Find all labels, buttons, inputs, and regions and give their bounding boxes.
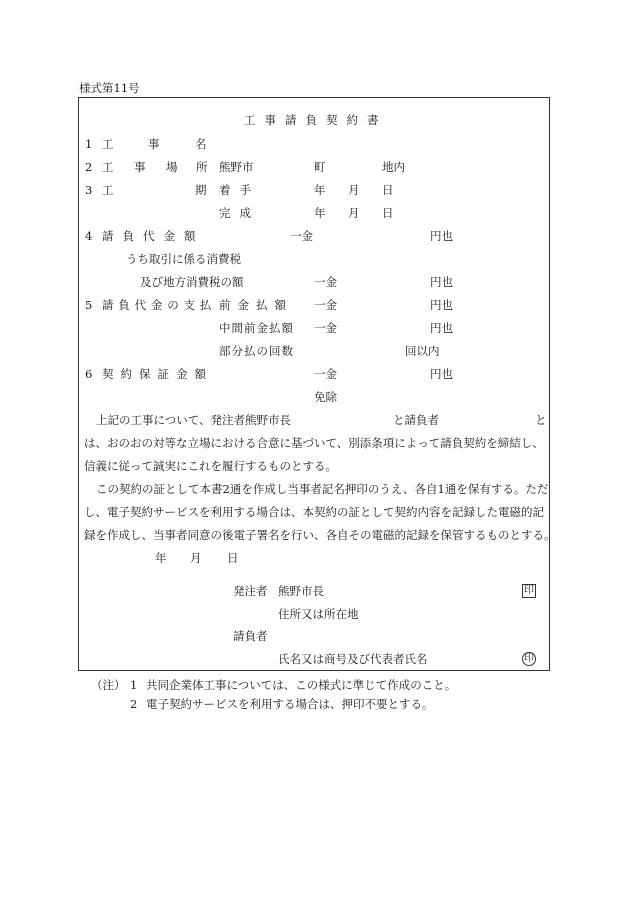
year-label: 年 [314, 206, 326, 220]
label-tax-line2: 及び地方消費税の額 [140, 275, 244, 289]
orderer-name: 熊野市長 [278, 584, 324, 598]
body-text: と請負者 [393, 413, 439, 427]
site-city: 熊野市 [219, 160, 254, 174]
document-title: 工事請負契約書 [244, 113, 388, 127]
date-day: 日 [227, 551, 239, 565]
note-number-1: 1 [130, 678, 138, 692]
round-seal-icon: 印 [524, 653, 534, 664]
label-tax-line1: うち取引に係る消費税 [126, 252, 241, 266]
label-interim-advance: 中間前金払額 [219, 321, 294, 335]
item-number-2: 2 [85, 160, 93, 174]
yen-label: 円也 [430, 321, 453, 335]
yen-label: 円也 [430, 275, 453, 289]
body-text: し、電子契約サービスを利用する場合は、本契約の証として契約内容を記録した電磁的記 [84, 505, 544, 519]
ichikin-label: 一金 [314, 275, 337, 289]
label-payment: 請負代金の支払 [102, 298, 217, 312]
exempt-label: 免除 [314, 390, 337, 404]
contractor-label: 請負者 [233, 629, 268, 643]
ichikin-label: 一金 [290, 229, 313, 243]
item-number-6: 6 [85, 367, 93, 381]
body-text: と [535, 413, 547, 427]
name-label: 氏名又は商号及び代表者氏名 [278, 652, 428, 666]
label-construction-name: 名 [195, 137, 207, 151]
item-number-4: 4 [85, 229, 93, 243]
label-advance: 前金払額 [219, 298, 293, 312]
site-cho: 町 [314, 160, 326, 174]
label-construction: 工 [102, 137, 114, 151]
item-number-5: 5 [85, 298, 93, 312]
label-partial-payments: 部分払の回数 [219, 344, 294, 358]
label-guarantee: 契約保証金額 [102, 367, 213, 381]
label-site: 場 [166, 160, 178, 174]
address-label: 住所又は所在地 [278, 607, 359, 621]
label-period: 期 [195, 183, 207, 197]
day-label: 日 [382, 206, 394, 220]
site-chinai: 地内 [382, 160, 405, 174]
month-label: 月 [348, 206, 360, 220]
ichikin-label: 一金 [314, 321, 337, 335]
notes-label: （注） [91, 678, 126, 692]
body-text: 録を作成し、当事者同意の後電子署名を行い、各自その電磁的記録を保管するものとする。 [84, 528, 556, 542]
label-site: 所 [196, 160, 208, 174]
label-site: 工 [102, 160, 114, 174]
date-month: 月 [190, 551, 202, 565]
label-end: 完成 [219, 206, 260, 220]
note-text-2: 電子契約サービスを利用する場合は、押印不要とする。 [146, 697, 434, 711]
label-contract-price: 請負代金額 [102, 229, 205, 243]
orderer-label: 発注者 [233, 584, 268, 598]
yen-label: 円也 [430, 229, 453, 243]
note-text-1: 共同企業体工事については、この様式に準じて作成のこと。 [146, 678, 457, 692]
month-label: 月 [348, 183, 360, 197]
label-start: 着手 [219, 183, 260, 197]
body-text: 信義に従って誠実にこれを履行するものとする。 [84, 459, 337, 473]
note-number-2: 2 [130, 697, 138, 711]
label-construction: 事 [148, 137, 160, 151]
body-text: 上記の工事について、発注者熊野市長 [96, 413, 292, 427]
times-label: 回以内 [405, 344, 440, 358]
label-period: 工 [102, 183, 114, 197]
item-number-3: 3 [85, 183, 93, 197]
day-label: 日 [382, 183, 394, 197]
yen-label: 円也 [430, 298, 453, 312]
ichikin-label: 一金 [314, 298, 337, 312]
body-text: は、おのおの対等な立場における合意に基づいて、別添条項によって請負契約を締結し、 [84, 436, 544, 450]
label-site: 事 [134, 160, 146, 174]
yen-label: 円也 [430, 367, 453, 381]
body-text: この契約の証として本書2通を作成し当事者記名押印のうえ、各自1通を保有する。ただ [96, 482, 549, 496]
item-number-1: 1 [85, 137, 93, 151]
form-number: 様式第11号 [79, 81, 140, 95]
ichikin-label: 一金 [314, 367, 337, 381]
date-year: 年 [155, 551, 167, 565]
square-seal-icon: 印 [524, 585, 534, 596]
year-label: 年 [314, 183, 326, 197]
